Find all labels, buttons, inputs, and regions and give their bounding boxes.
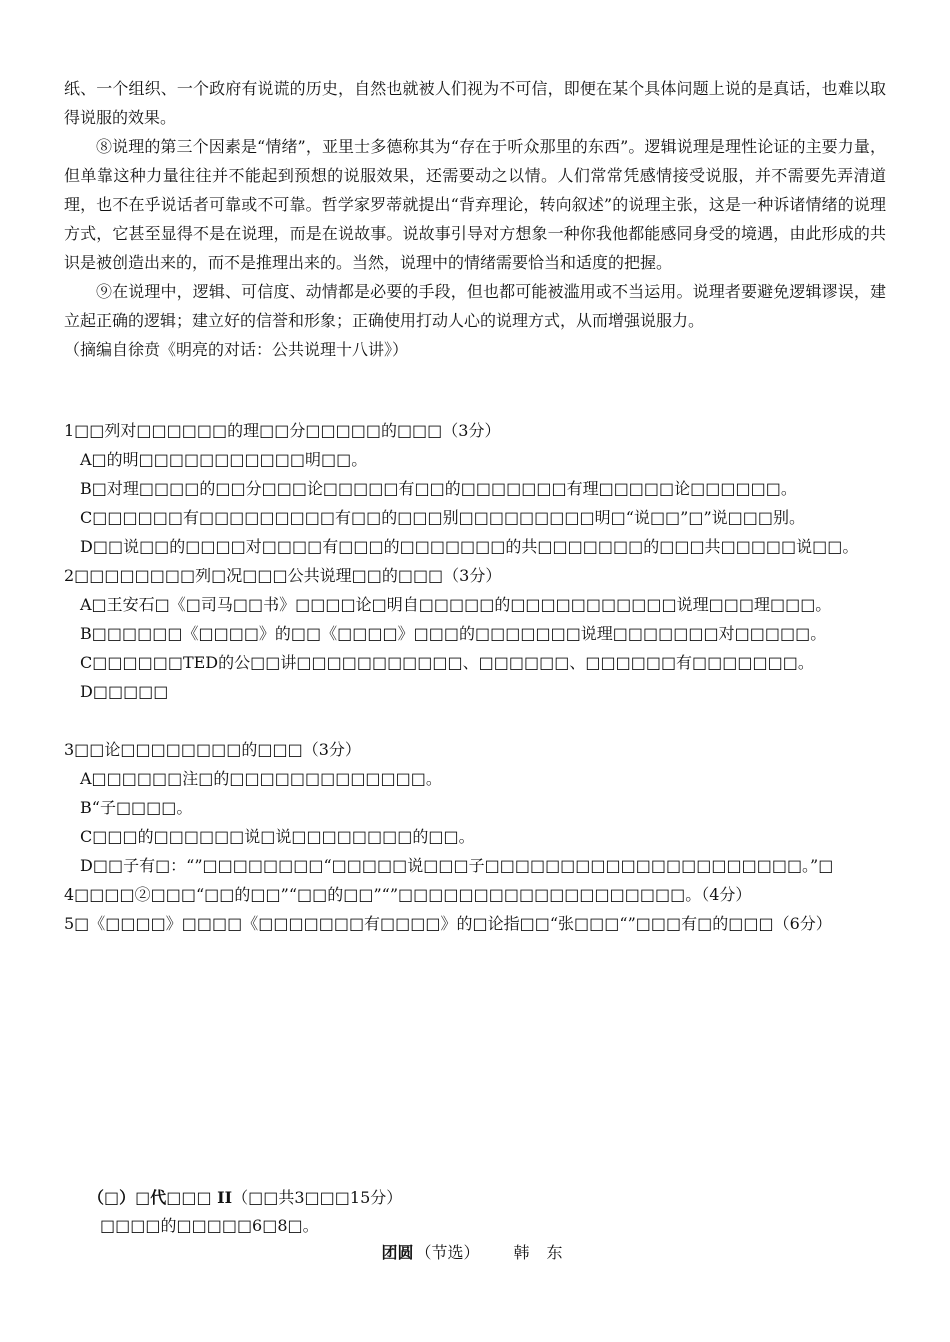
question-stem: 4□□□□②□□□“□□的□□”“□□的□□”“”□□□□□□□□□□□□□□□□□□□。（4分） <box>64 885 752 904</box>
question-option: A□王安石□《□司马□□书》□□□□论□明自□□□□□的□□□□□□□□□□□说理□□□理□□□。 <box>80 595 832 614</box>
question-option: B□□□□□□《□□□□》的□□《□□□□》□□□的□□□□□□□说理□□□□□□□对□□□□□。 <box>80 624 827 643</box>
passage-paragraph: 纸、一个组织、一个政府有说谎的历史，自然也就被人们视为不可信，即便在某个具体问题上说的是真话，也难以取得说服的效果。 <box>64 79 886 127</box>
question-4 <box>64 880 886 909</box>
question-2 <box>64 561 886 706</box>
story-subtitle: （节选） <box>415 1243 480 1262</box>
passage-paragraph: ⑨在说理中，逻辑、可信度、动情都是必要的手段，但也都可能被滥用或不当运用。说理者要避免逻辑谬误，建立起正确的逻辑；建立好的信誉和形象；正确使用打动人心的说理方式，从而增强说服力。 <box>64 282 886 330</box>
question-option: C□□□□□□有□□□□□□□□□有□□的□□□别□□□□□□□□□明□“说□□”□”说□□□别。 <box>80 508 806 527</box>
section-note: （□□共3□□□15分） <box>232 1188 403 1207</box>
story-title: 团圆 <box>381 1243 414 1262</box>
question-list <box>64 416 886 938</box>
question-option: B□对理□□□□的□□分□□□论□□□□□有□□的□□□□□□□有理□□□□□论□□□□□□。 <box>80 479 797 498</box>
question-option: C□□□□□□TED的公□□讲□□□□□□□□□□□、□□□□□□、□□□□□□有□□□□□□□。 <box>80 653 814 672</box>
section-title: （□）□代□□□ II <box>88 1188 233 1207</box>
question-stem: 1□□列对□□□□□□的理□□分□□□□□的□□□（3分） <box>64 421 501 440</box>
question-3 <box>64 735 886 880</box>
question-5 <box>64 909 886 938</box>
story-author: 韩 东 <box>513 1243 569 1262</box>
question-stem: 2□□□□□□□□列□况□□□公共说理□□的□□□（3分） <box>64 566 502 585</box>
story-title-line <box>0 1238 950 1267</box>
question-stem: 3□□论□□□□□□□□的□□□（3分） <box>64 740 361 759</box>
question-option: D□□说□□的□□□□对□□□□有□□□的□□□□□□□的共□□□□□□□的□□□共□□□□□说□□。 <box>80 537 859 556</box>
question-option: A□的明□□□□□□□□□□□明□□。 <box>80 450 368 469</box>
question-option: D□□□□□ <box>80 682 169 701</box>
question-option: C□□□的□□□□□□说□说□□□□□□□□的□□。 <box>80 827 475 846</box>
question-1 <box>64 416 886 561</box>
question-stem: 5□《□□□□》□□□□《□□□□□□□有□□□□》的□论指□□“张□□□“”□□□有□的□□□（6分） <box>64 914 832 933</box>
question-option: B“子□□□□。 <box>80 798 193 817</box>
question-option: A□□□□□□注□的□□□□□□□□□□□□□。 <box>80 769 442 788</box>
section-heading <box>88 1183 402 1212</box>
passage-source: （摘编自徐贲《明亮的对话：公共说理十八讲》） <box>64 340 409 359</box>
section-instruction: □□□□的□□□□□6□8□。 <box>100 1216 319 1235</box>
passage <box>64 74 886 364</box>
passage-paragraph: ⑧说理的第三个因素是“情绪”，亚里士多德称其为“存在于听众那里的东西”。逻辑说理是理性论证的主要力量，但单靠这种力量往往并不能起到预想的说服效果，还需要动之以情。人们常常凭感情接受说服，并不需要先弄清道理，也不在乎说话者可靠或不可靠。哲学家罗蒂就提出“背弃理论，转向叙述”的说理主张，这是一种诉诸情绪的说理方式，它甚至显得不是在说理，而是在说故事。说故事引导对方想象一种你我他都能感同身受的境遇，由此形成的共识是被创造出来的，而不是推理出来的。当然，说理中的情绪需要恰当和适度的把握。 <box>64 137 886 272</box>
question-option: D□□子有□：“”□□□□□□□□“□□□□□说□□□子□□□□□□□□□□□□□□□□□□□□□。”□ <box>80 856 834 875</box>
